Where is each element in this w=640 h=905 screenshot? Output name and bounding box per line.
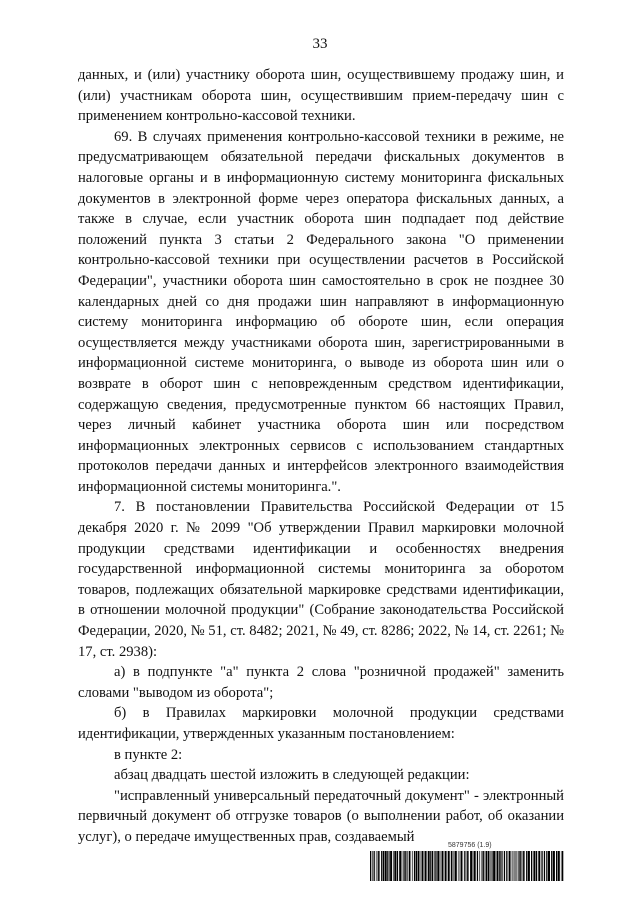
page-number: 33: [312, 36, 328, 52]
paragraph-continuation: данных, и (или) участнику оборота шин, осуществившему продажу шин, и (или) участникам оборота шин, осуществившим прием-передачу шин с применением контрольно-кассовой техники.: [78, 67, 564, 125]
paragraph-subitem-b: б) в Правилах маркировки молочной продукции средствами идентификации, утвержденных указанным постановлением:: [78, 705, 564, 742]
paragraph-definition: "исправленный универсальный передаточный документ" - электронный первичный документ об отгрузке товаров (о выполнении работ, об оказании услуг), о передаче имущественных прав, создаваемый: [78, 787, 564, 845]
paragraph-7: 7. В постановлении Правительства Российской Федерации от 15 декабря 2020 г. № 2099 "Об утверждении Правил маркировки молочной продукции средствами идентификации и особенностях внедрения государственной информационной системы мониторинга за оборотом товаров, подлежащих обязательной маркировке средствами идентификации, в отношении молочной продукции" (Собрание законодательства Российской Федерации, 2020, № 51, ст. 8482; 2021, № 49, ст. 8286; 2022, № 14, ст. 2261; № 17, ст. 2938):: [78, 499, 564, 660]
document-code: 5879756 (1.9): [448, 842, 492, 849]
paragraph-subitem-a: а) в подпункте "а" пункта 2 слова "розничной продажей" заменить словами "выводом из оборота";: [78, 664, 564, 701]
paragraph-point-2: в пункте 2:: [114, 746, 183, 763]
document-body: [78, 65, 564, 848]
paragraph-69: 69. В случаях применения контрольно-кассовой техники в режиме, не предусматривающем обязательной передачи фискальных документов в налоговые органы и в информационную систему мониторинга фискальных документов в электронной форме через оператора фискальных данных, а также в случае, если участник оборота шин подпадает под действие положений пункта 3 статьи 2 Федерального закона "О применении контрольно-кассовой техники при осуществлении расчетов в Российской Федерации", участники оборота шин самостоятельно в срок не позднее 30 календарных дней со дня продажи шин направляют в информационную систему мониторинга информацию об обороте шин, если операция осуществляется между участниками оборота шин, зарегистрированными в информационной системе мониторинга, о выводе из оборота шин или о возврате в оборот шин с неповрежденным средством идентификации, содержащую сведения, предусмотренные пунктом 66 настоящих Правил, через личный кабинет участника оборота шин или посредством информационных электронных сервисов с использованием стандартных протоколов передачи данных и интерфейсов электронного взаимодействия информационной системы мониторинга.".: [78, 128, 564, 495]
paragraph-paragraph-26: абзац двадцать шестой изложить в следующей редакции:: [114, 767, 470, 784]
barcode-icon: [370, 851, 564, 881]
